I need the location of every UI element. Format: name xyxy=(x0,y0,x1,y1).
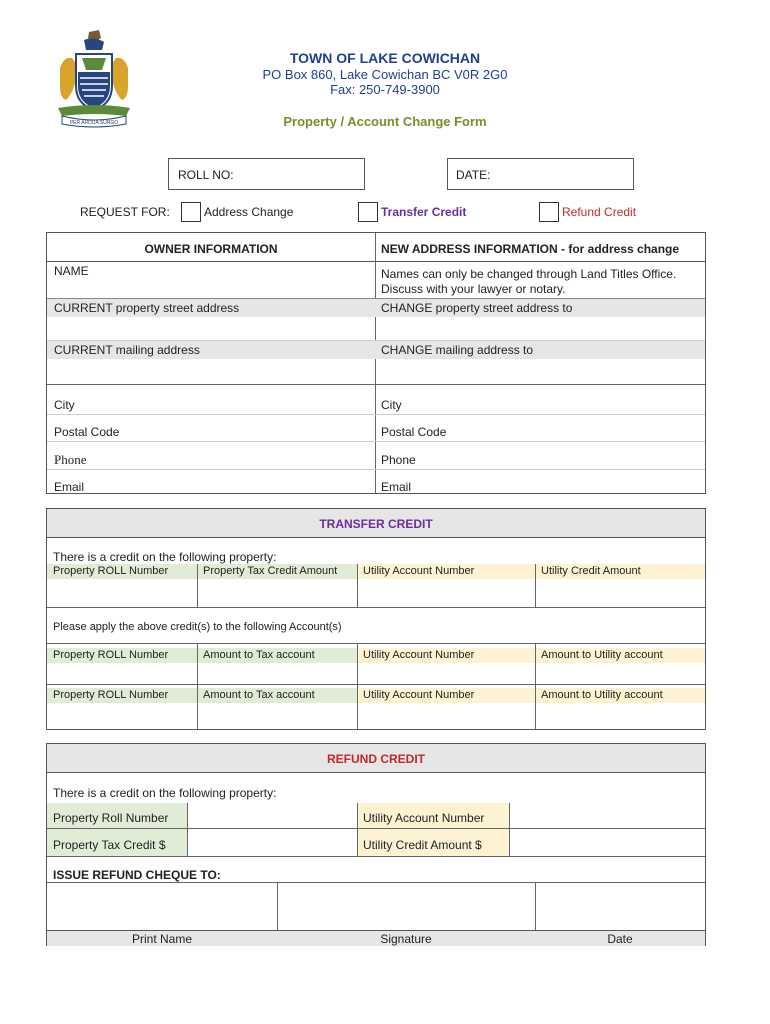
address-change-label: Address Change xyxy=(204,205,294,219)
issue-cheque-label: ISSUE REFUND CHEQUE TO: xyxy=(53,868,221,882)
transfer-col-utility-credit: Utility Credit Amount xyxy=(535,564,705,579)
apply-row1-utility-amount: Amount to Utility account xyxy=(535,648,705,663)
transfer-credit-section xyxy=(46,508,706,730)
apply-row1-tax: Amount to Tax account xyxy=(197,648,357,663)
owner-phone-label: Phone xyxy=(54,452,87,467)
new-address-heading: NEW ADDRESS INFORMATION - for address change xyxy=(381,242,680,256)
roll-no-label: ROLL NO: xyxy=(178,168,234,182)
svg-text:PER ARDUA SURGO: PER ARDUA SURGO xyxy=(69,120,119,126)
transfer-col-roll: Property ROLL Number xyxy=(47,564,197,579)
town-fax: Fax: 250-749-3900 xyxy=(330,82,440,97)
refund-intro: There is a credit on the following property: xyxy=(53,786,277,800)
apply-row2-tax: Amount to Tax account xyxy=(197,688,357,703)
transfer-intro: There is a credit on the following property: xyxy=(53,550,277,564)
date-field[interactable] xyxy=(447,158,634,190)
current-street-label: CURRENT property street address xyxy=(54,301,240,315)
name-change-note-1: Names can only be changed through Land Titles Office. xyxy=(381,267,677,281)
town-address: PO Box 860, Lake Cowichan BC V0R 2G0 xyxy=(262,67,508,82)
apply-row2-utility-acct: Utility Account Number xyxy=(357,688,535,703)
refund-credit-heading: REFUND CREDIT xyxy=(327,752,425,766)
transfer-col-tax-credit: Property Tax Credit Amount xyxy=(197,564,357,579)
change-street-label: CHANGE property street address to xyxy=(381,301,573,315)
transfer-credit-checkbox[interactable] xyxy=(358,202,378,222)
refund-credit-section xyxy=(46,743,706,946)
print-name-label: Print Name xyxy=(131,932,193,946)
town-title: TOWN OF LAKE COWICHAN xyxy=(289,50,481,66)
roll-no-field[interactable] xyxy=(168,158,365,190)
owner-postal-label: Postal Code xyxy=(54,425,120,439)
apply-row2-utility-amount: Amount to Utility account xyxy=(535,688,705,703)
transfer-apply-note: Please apply the above credit(s) to the following Account(s) xyxy=(53,621,342,633)
change-mailing-label: CHANGE mailing address to xyxy=(381,343,534,357)
name-change-note-2: Discuss with your lawyer or notary. xyxy=(381,282,566,296)
transfer-credit-heading: TRANSFER CREDIT xyxy=(319,517,433,531)
new-email-label: Email xyxy=(381,480,412,494)
refund-credit-checkbox[interactable] xyxy=(539,202,559,222)
transfer-col-utility-acct: Utility Account Number xyxy=(357,564,535,579)
owner-address-table xyxy=(46,232,706,494)
refund-credit-label: Refund Credit xyxy=(562,205,637,219)
apply-row2-roll: Property ROLL Number xyxy=(47,688,197,703)
current-mailing-label: CURRENT mailing address xyxy=(54,343,200,357)
apply-row1-utility-acct: Utility Account Number xyxy=(357,648,535,663)
refund-roll-label: Property Roll Number xyxy=(47,803,187,828)
transfer-credit-label: Transfer Credit xyxy=(381,205,467,219)
request-for-label: REQUEST FOR: xyxy=(80,205,170,219)
owner-city-label: City xyxy=(54,398,75,412)
refund-utility-credit-label: Utility Credit Amount $ xyxy=(357,829,509,856)
apply-row1-roll: Property ROLL Number xyxy=(47,648,197,663)
new-city-label: City xyxy=(381,398,402,412)
date-label: DATE: xyxy=(456,168,491,182)
refund-utility-acct-label: Utility Account Number xyxy=(357,803,509,828)
owner-email-label: Email xyxy=(54,480,85,494)
new-phone-label: Phone xyxy=(381,453,416,467)
signature-label: Signature xyxy=(380,932,432,946)
date-sign-label: Date xyxy=(607,932,633,946)
owner-info-heading: OWNER INFORMATION xyxy=(144,242,278,256)
new-postal-label: Postal Code xyxy=(381,425,447,439)
name-field-label: NAME xyxy=(54,264,89,278)
form-title: Property / Account Change Form xyxy=(283,114,487,129)
address-change-checkbox[interactable] xyxy=(181,202,201,222)
refund-tax-credit-label: Property Tax Credit $ xyxy=(47,829,187,856)
